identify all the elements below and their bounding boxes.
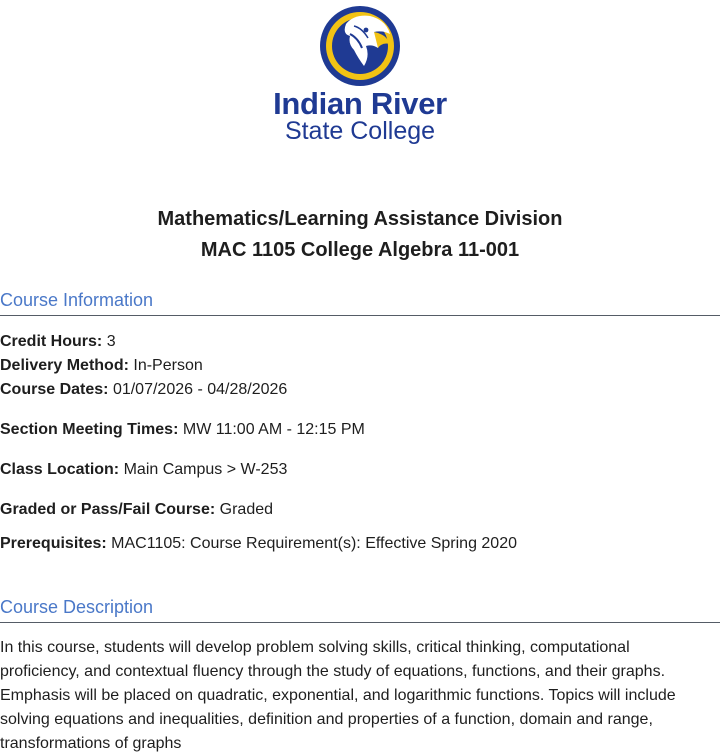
meeting-times-row — [0, 418, 365, 442]
graded-value: Graded — [219, 501, 274, 518]
course-information-heading: Course Information — [0, 288, 720, 316]
logo-text-line2: State College — [284, 117, 436, 145]
class-location-label: Class Location: — [0, 461, 120, 478]
prerequisites-value: MAC1105: Course Requirement(s): Effective Spring 2020 — [111, 535, 517, 552]
meeting-times-label: Section Meeting Times: — [0, 421, 179, 438]
division-title: Mathematics/Learning Assistance Division — [157, 208, 563, 230]
course-dates-row — [0, 378, 287, 402]
course-title: MAC 1105 College Algebra 11-001 — [200, 239, 520, 261]
class-location-row — [0, 458, 287, 482]
delivery-method-value: In-Person — [133, 357, 203, 374]
prerequisites-row — [0, 532, 517, 556]
college-logo — [254, 4, 466, 150]
delivery-method-row — [0, 354, 203, 378]
credit-hours-label: Credit Hours: — [0, 333, 103, 350]
delivery-method-label: Delivery Method: — [0, 357, 129, 374]
credit-hours-row — [0, 330, 116, 354]
course-description-heading: Course Description — [0, 595, 720, 623]
page-title — [0, 204, 720, 266]
logo-text-line1: Indian River — [273, 86, 447, 121]
credit-hours-value: 3 — [106, 333, 116, 350]
course-dates-label: Course Dates: — [0, 381, 109, 398]
prerequisites-label: Prerequisites: — [0, 535, 107, 552]
class-location-value: Main Campus > W-253 — [123, 461, 288, 478]
meeting-times-value: MW 11:00 AM - 12:15 PM — [182, 421, 365, 438]
graded-row — [0, 498, 273, 522]
graded-label: Graded or Pass/Fail Course: — [0, 501, 216, 518]
course-description-text: In this course, students will develop problem solving skills, critical thinking, computational proficiency, and contextual fluency through the study of equations, functions, and their graphs. Emphasis will be placed on quadratic, exponential, and logarithmic functions. Topics will include solving equations and inequalities, definition and properties of a function, domain and range, transformations of graphs — [0, 639, 676, 752]
course-dates-value: 01/07/2026 - 04/28/2026 — [112, 381, 288, 398]
hawk-emblem-icon — [254, 4, 466, 90]
